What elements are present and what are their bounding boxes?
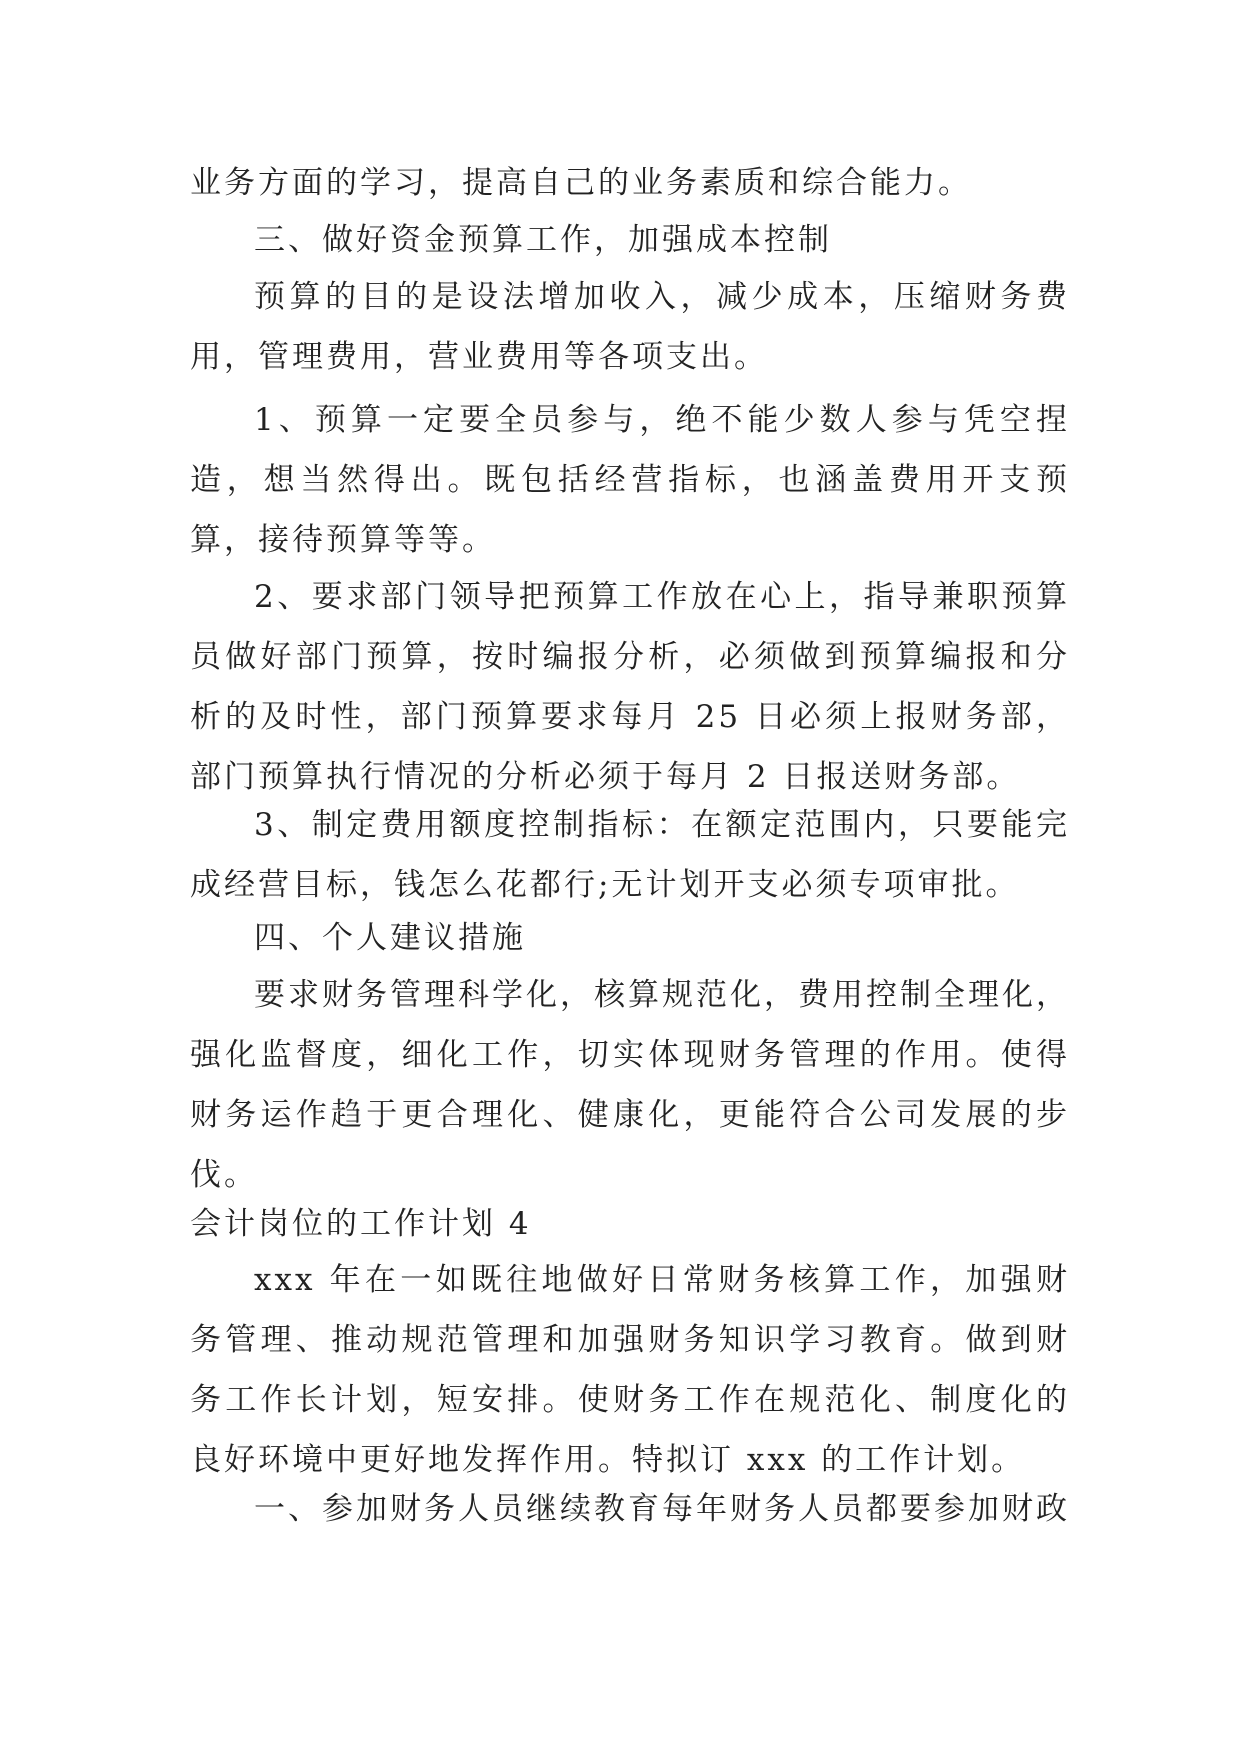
paragraph-continuation: 业务方面的学习，提高自己的业务素质和综合能力。 xyxy=(190,165,972,201)
section-heading-education: 一、参加财务人员继续教育每年财务人员都要参加财政 xyxy=(254,1491,1070,1527)
section-heading-budget: 三、做好资金预算工作，加强成本控制 xyxy=(254,222,832,258)
paragraph-budget-item-3: 3、制定费用额度控制指标：在额定范围内，只要能完成经营目标，钱怎么花都行;无计划开支必须专项审批。 xyxy=(190,807,1070,903)
paragraph-plan-intro: xxx 年在一如既往地做好日常财务核算工作，加强财务管理、推动规范管理和加强财务知识学习教育。做到财务工作长计划，短安排。使财务工作在规范化、制度化的良好环境中更好地发挥作用。特拟订 xxx 的工作计划。 xyxy=(190,1262,1070,1478)
section-heading-suggestions: 四、个人建议措施 xyxy=(254,920,526,956)
paragraph-suggestions: 要求财务管理科学化，核算规范化，费用控制全理化，强化监督度，细化工作，切实体现财务管理的作用。使得财务运作趋于更合理化、健康化，更能符合公司发展的步伐。 xyxy=(190,977,1070,1193)
paragraph-budget-purpose: 预算的目的是设法增加收入，减少成本，压缩财务费用，管理费用，营业费用等各项支出。 xyxy=(190,279,1070,375)
paragraph-budget-item-2: 2、要求部门领导把预算工作放在心上，指导兼职预算员做好部门预算，按时编报分析，必须做到预算编报和分析的及时性，部门预算要求每月 25 日必须上报财务部，部门预算执行情况的分析必须于每月 2 日报送财务部。 xyxy=(190,579,1070,795)
paragraph-budget-item-1: 1、预算一定要全员参与，绝不能少数人参与凭空捏造，想当然得出。既包括经营指标，也涵盖费用开支预算，接待预算等等。 xyxy=(190,402,1070,558)
document-title-plan-4: 会计岗位的工作计划 4 xyxy=(190,1206,532,1242)
